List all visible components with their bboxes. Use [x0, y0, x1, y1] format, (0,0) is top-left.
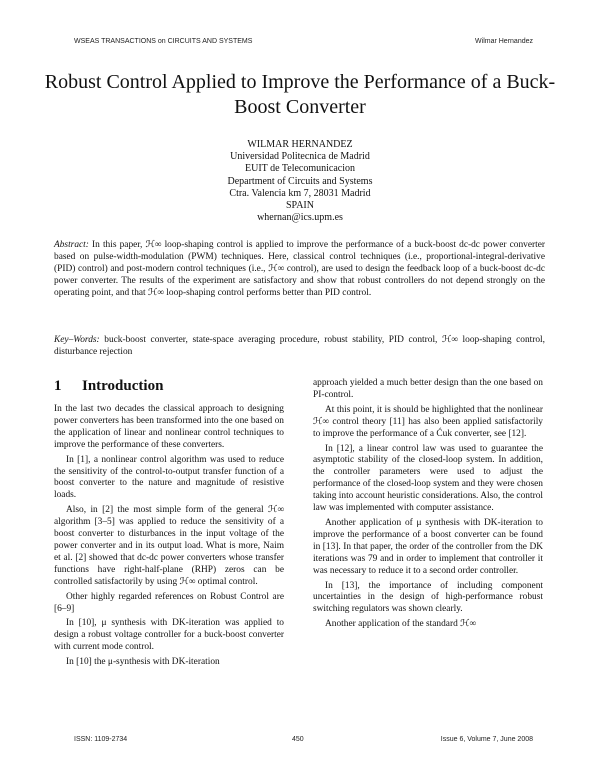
left-column	[54, 378, 284, 669]
footer-issue: Issue 6, Volume 7, June 2008	[440, 736, 533, 743]
footer-page-number: 450	[292, 736, 304, 743]
abstract	[54, 240, 545, 300]
keywords	[54, 335, 545, 359]
running-header-author: Wilmar Hernandez	[475, 38, 533, 45]
author-country: SPAIN	[286, 200, 314, 212]
paragraph: Another application of the standard ℋ∞	[325, 619, 477, 630]
section-number: 1	[54, 378, 62, 394]
paragraph: Also, in [2] the most simple form of the general ℋ∞ algorithm [3–5] was applied to reduce the sensitivity of a boost converter to disturbances in the input voltage of the power converter and in its output load. What is more, Naim et al. [2] showed that dc-dc power converters whose transfer functions have right-half-plane (RHP) zeros can be controlled satisfactorily by using ℋ∞ optimal control.	[54, 505, 284, 587]
author-name: WILMAR HERNANDEZ	[247, 139, 353, 150]
section-title: Introduction	[82, 378, 164, 394]
author-address: Ctra. Valencia km 7, 28031 Madrid	[229, 187, 371, 199]
paragraph: Another application of μ synthesis with DK-iteration to improve the performance of a boost converter can be found in [13]. In that paper, the order of the controller from the DK iterations was 79 and in order to implement that controller it was necessary to reduce it to a second order controller.	[313, 517, 543, 576]
right-column	[313, 378, 543, 631]
paragraph: In [1], a nonlinear control algorithm was used to reduce the sensitivity of the control-to-output transfer function of a boost converter to the nature and magnitude of resistive loads.	[54, 454, 284, 501]
paragraph: Other highly regarded references on Robust Control are [6–9]	[54, 591, 284, 614]
keywords-text: buck-boost converter, state-space averaging procedure, robust stability, PID control, ℋ∞ loop-shaping control, disturbance rejection	[54, 335, 546, 357]
section-heading	[54, 378, 284, 395]
paragraph: At this point, it is should be highlighted that the nonlinear ℋ∞ control theory [11] has also been applied satisfactorily to improve the performance of a Ćuk converter, see [12].	[313, 404, 543, 439]
abstract-label: Abstract:	[54, 240, 89, 250]
paragraph: In the last two decades the classical approach to designing power converters has been transformed into the one based on the application of linear and nonlinear control techniques to improve the performance of these converters.	[54, 404, 284, 450]
paragraph: In [12], a linear control law was used to guarantee the asymptotic stability of the closed-loop system. In addition, the controller parameters were used to adjust the performance of the closed-loop system and they were chosen taking into account heuristic considerations. Also, the control law was implemented with computer assistance.	[313, 443, 543, 514]
paragraph: In [10], μ synthesis with DK-iteration was applied to design a robust voltage controller for a buck-boost converter with current mode control.	[54, 618, 284, 653]
keywords-label: Key–Words:	[54, 335, 100, 345]
paragraph: In [13], the importance of including component uncertainties in the design of high-performance robust switching regulators was shown clearly.	[313, 580, 543, 615]
abstract-text: In this paper, ℋ∞ loop-shaping control is applied to improve the performance of a buck-boost dc-dc power converter based on pulse-width-modulation (PWM) techniques. Here, classical control techniques (i.e., proportional-integral-derivative (PID) control) and post-modern control techniques (i.e., ℋ∞ control), are used to design the feedback loop of a buck-boost dc-dc power converter. The results of the experiment are satisfactory and show that robust controllers do not depend strongly on the operating point, and that ℋ∞ loop-shaping control performs better than PID control.	[54, 240, 546, 298]
running-header-journal: WSEAS TRANSACTIONS on CIRCUITS AND SYSTEMS	[74, 38, 253, 45]
author-email: whernan@ics.upm.es	[257, 212, 343, 224]
paragraph: approach yielded a much better design than the one based on PI-control.	[313, 378, 543, 400]
footer-issn: ISSN: 1109-2734	[74, 736, 128, 743]
paragraph: In [10] the μ-synthesis with DK-iteration	[66, 657, 220, 668]
author-university: Universidad Politecnica de Madrid	[230, 151, 370, 163]
author-department: Department of Circuits and Systems	[227, 175, 373, 187]
author-block	[100, 139, 500, 224]
author-school: EUIT de Telecomunicacion	[245, 163, 355, 175]
paper-title: Robust Control Applied to Improve the Performance of a Buck-Boost Converter	[44, 71, 556, 118]
